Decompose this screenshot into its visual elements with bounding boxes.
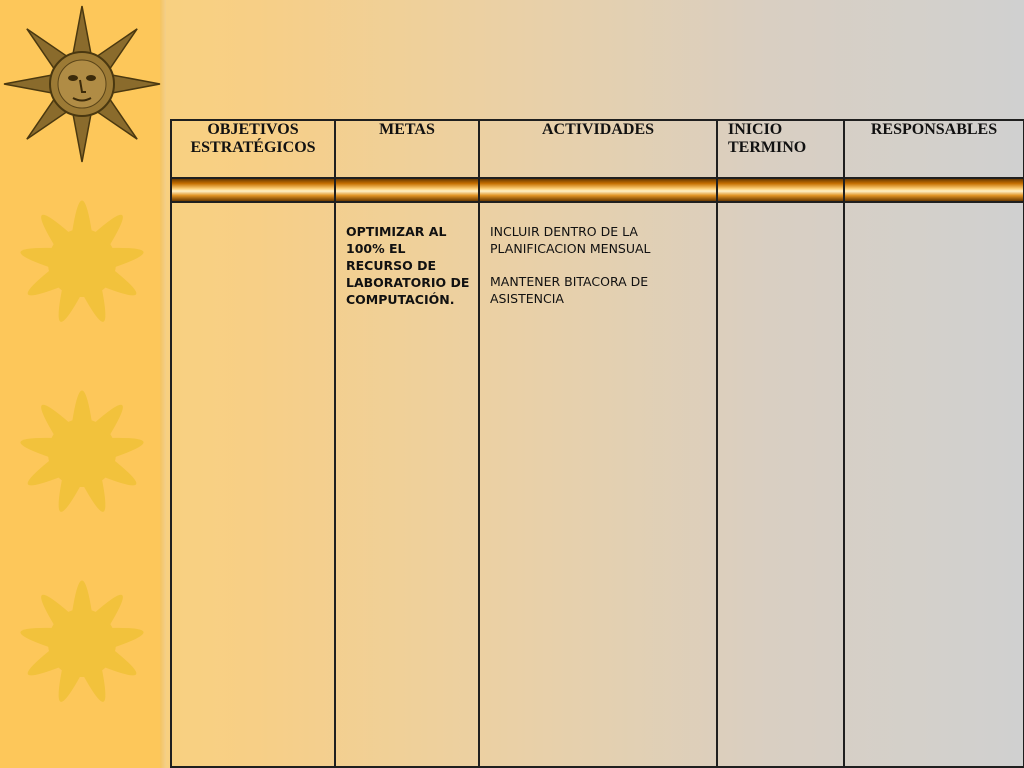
objetivos-text — [172, 203, 334, 223]
inicio-termino-text — [718, 203, 843, 223]
table-row — [171, 202, 1024, 767]
gold-bar-cell — [717, 178, 844, 202]
actividad-item: MANTENER BITACORA DE ASISTENCIA — [490, 274, 649, 306]
header-inicio-termino: INICIO TERMINO — [717, 120, 844, 178]
sun-face-icon — [2, 4, 162, 164]
metas-text: OPTIMIZAR AL 100% EL RECURSO DE LABORATORIO DE COMPUTACIÓN. — [346, 224, 470, 307]
cell-actividades — [479, 202, 717, 767]
header-responsables: RESPONSABLES — [844, 120, 1024, 178]
sun-icon — [0, 368, 164, 538]
planning-table — [170, 119, 1024, 768]
decorative-gold-bar-row — [171, 178, 1024, 202]
header-actividades: ACTIVIDADES — [479, 120, 717, 178]
table-header-row — [171, 120, 1024, 178]
responsables-text — [845, 203, 1023, 223]
cell-objetivos — [171, 202, 335, 767]
header-objetivos: OBJETIVOS ESTRATÉGICOS — [171, 120, 335, 178]
actividad-item: INCLUIR DENTRO DE LA PLANIFICACION MENSUAL — [490, 224, 651, 256]
gold-bar-cell — [479, 178, 717, 202]
gold-bar-cell — [335, 178, 479, 202]
cell-metas — [335, 202, 479, 767]
gold-bar-cell — [844, 178, 1024, 202]
sun-icon — [0, 178, 164, 348]
cell-responsables — [844, 202, 1024, 767]
actividades-list — [480, 203, 716, 307]
cell-inicio-termino — [717, 202, 844, 767]
sun-icon — [0, 558, 164, 728]
gold-bar-cell — [171, 178, 335, 202]
header-metas: METAS — [335, 120, 479, 178]
